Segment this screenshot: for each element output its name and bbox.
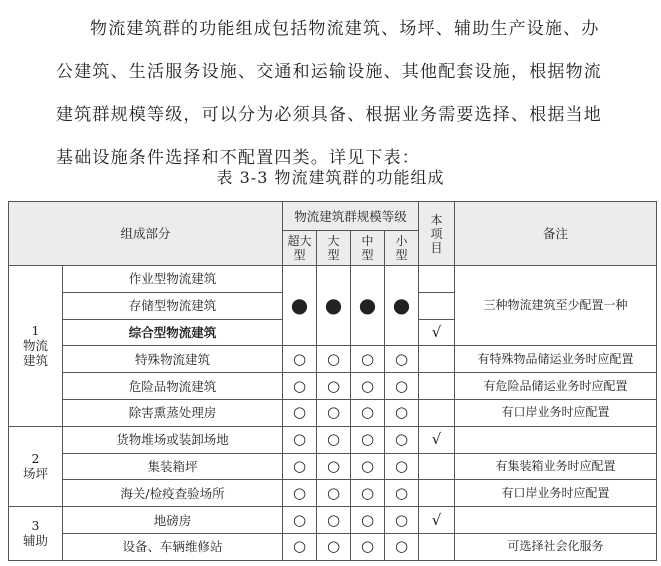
level-medium: ○ — [351, 399, 385, 426]
project-mark — [419, 346, 455, 373]
table-row — [9, 507, 657, 534]
project-mark: √ — [419, 507, 455, 534]
table-row — [9, 346, 657, 373]
level-medium: ○ — [351, 533, 385, 560]
project-mark: √ — [419, 426, 455, 453]
group-label-1 — [9, 266, 63, 427]
level-large: ○ — [317, 426, 351, 453]
level-medium: ○ — [351, 507, 385, 534]
group-label-2 — [9, 426, 63, 506]
group-label-2-text: 场坪 — [22, 466, 48, 482]
row-remark: 有危险品储运业务时应配置 — [455, 373, 657, 400]
group-label-2-num: 2 — [31, 451, 40, 467]
row-name: 海关/检疫查验场所 — [63, 480, 283, 507]
header-scale-small-text: 小型 — [395, 234, 408, 262]
project-mark — [419, 266, 455, 293]
group-label-1-text: 物流建筑 — [22, 338, 48, 369]
row-remark: 有口岸业务时应配置 — [455, 480, 657, 507]
row-name: 危险品物流建筑 — [63, 373, 283, 400]
level-large: ○ — [317, 399, 351, 426]
project-mark: √ — [419, 319, 455, 346]
table-row — [9, 426, 657, 453]
project-mark — [419, 480, 455, 507]
row-name: 作业型物流建筑 — [63, 266, 283, 293]
table-row — [9, 480, 657, 507]
level-super-large: ○ — [283, 399, 317, 426]
table-row — [9, 399, 657, 426]
row-name: 货物堆场或装卸场地 — [63, 426, 283, 453]
row-remark: 有集装箱业务时应配置 — [455, 453, 657, 480]
header-component: 组成部分 — [9, 202, 283, 266]
level-super-large: ○ — [283, 373, 317, 400]
header-scale-group: 物流建筑群规模等级 — [283, 202, 419, 231]
level-super-large: ○ — [283, 426, 317, 453]
header-scale-small — [385, 231, 419, 266]
project-mark — [419, 292, 455, 319]
level-super-large: ● — [283, 266, 317, 346]
project-mark — [419, 453, 455, 480]
level-medium: ○ — [351, 426, 385, 453]
group-label-3 — [9, 507, 63, 561]
header-scale-large — [317, 231, 351, 266]
row-remark: 三种物流建筑至少配置一种 — [455, 266, 657, 346]
header-scale-medium-text: 中型 — [361, 234, 374, 262]
row-remark — [455, 507, 657, 534]
level-small: ○ — [385, 533, 419, 560]
group-label-1-num: 1 — [31, 323, 40, 339]
level-super-large: ○ — [283, 453, 317, 480]
table-row — [9, 266, 657, 293]
level-medium: ○ — [351, 346, 385, 373]
row-remark: 有口岸业务时应配置 — [455, 399, 657, 426]
level-small: ○ — [385, 507, 419, 534]
header-this-project — [419, 202, 455, 266]
group-label-3-num: 3 — [31, 518, 40, 534]
header-scale-medium — [351, 231, 385, 266]
level-large: ○ — [317, 480, 351, 507]
level-large: ○ — [317, 453, 351, 480]
header-this-project-text: 本项目 — [430, 212, 443, 255]
table-row — [9, 373, 657, 400]
level-medium: ○ — [351, 453, 385, 480]
table-caption: 表 3-3 物流建筑群的功能组成 — [216, 168, 445, 187]
row-name: 特殊物流建筑 — [63, 346, 283, 373]
level-super-large: ○ — [283, 346, 317, 373]
group-label-3-text: 辅助 — [22, 533, 48, 549]
level-small: ○ — [385, 399, 419, 426]
level-small: ○ — [385, 453, 419, 480]
row-name: 除害熏蒸处理房 — [63, 399, 283, 426]
level-small: ○ — [385, 373, 419, 400]
row-name: 综合型物流建筑 — [63, 319, 283, 346]
level-small: ○ — [385, 480, 419, 507]
table-row — [9, 453, 657, 480]
level-small: ○ — [385, 346, 419, 373]
level-medium: ○ — [351, 373, 385, 400]
level-large: ○ — [317, 507, 351, 534]
row-name: 地磅房 — [63, 507, 283, 534]
header-scale-super-large — [283, 231, 317, 266]
table-row — [9, 533, 657, 560]
row-name: 集装箱坪 — [63, 453, 283, 480]
project-mark — [419, 373, 455, 400]
level-super-large: ○ — [283, 507, 317, 534]
level-super-large: ○ — [283, 533, 317, 560]
level-large: ● — [317, 266, 351, 346]
level-small: ● — [385, 266, 419, 346]
row-name: 存储型物流建筑 — [63, 292, 283, 319]
function-composition-table — [8, 201, 657, 561]
level-medium: ● — [351, 266, 385, 346]
level-large: ○ — [317, 373, 351, 400]
level-super-large: ○ — [283, 480, 317, 507]
row-remark: 有特殊物品储运业务时应配置 — [455, 346, 657, 373]
intro-paragraph: 物流建筑群的功能组成包括物流建筑、场坪、辅助生产设施、办公建筑、生活服务设施、交通和运输设施、其他配套设施，根据物流建筑群规模等级，可以分为必须具备、根据业务需要选择、根据当地基础设施条件选择和不配置四类。详见下表： — [56, 19, 602, 168]
header-remarks: 备注 — [455, 202, 657, 266]
row-remark: 可选择社会化服务 — [455, 533, 657, 560]
level-large: ○ — [317, 533, 351, 560]
level-large: ○ — [317, 346, 351, 373]
row-name: 设备、车辆维修站 — [63, 533, 283, 560]
header-scale-large-text: 大型 — [327, 234, 340, 262]
project-mark — [419, 533, 455, 560]
level-small: ○ — [385, 426, 419, 453]
project-mark — [419, 399, 455, 426]
header-scale-super-large-text: 超大型 — [287, 234, 312, 262]
row-remark — [455, 426, 657, 453]
level-medium: ○ — [351, 480, 385, 507]
